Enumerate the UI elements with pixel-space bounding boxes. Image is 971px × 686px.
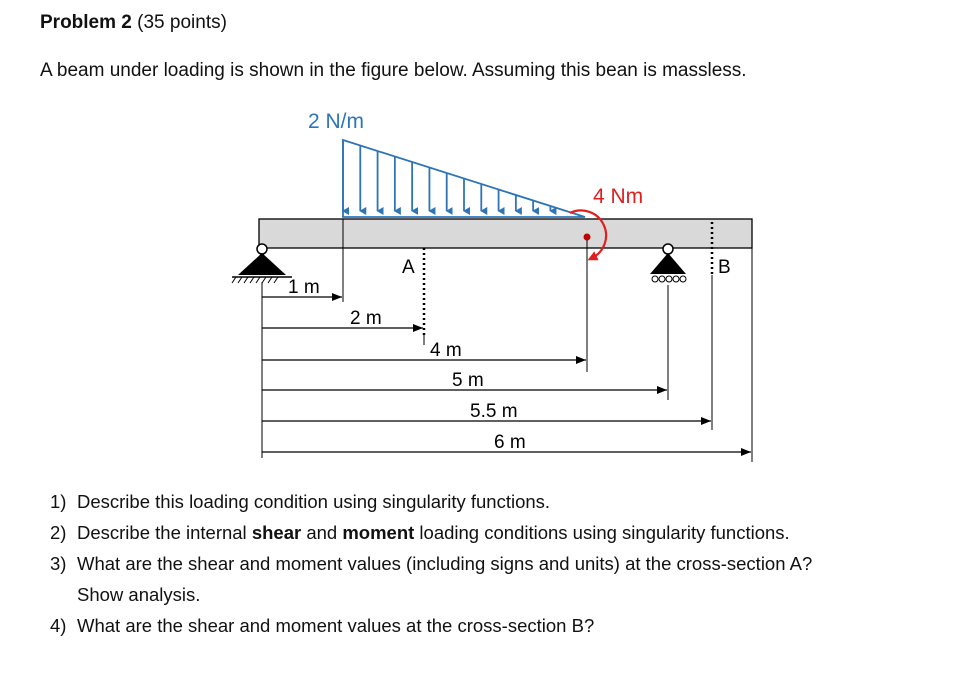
section-b-label: B: [718, 257, 731, 278]
question-number: 4): [50, 615, 67, 636]
problem-intro: A beam under loading is shown in the figure below. Assuming this bean is massless.: [40, 60, 747, 81]
dim-label-5-5m: 5.5 m: [470, 401, 518, 422]
question-text-part: Describe this loading condition using singularity functions.: [77, 491, 551, 512]
question-item: [50, 517, 812, 548]
question-item: [50, 548, 812, 579]
question-text-part: What are the shear and moment values at the cross-section B?: [77, 615, 595, 636]
question-list: [50, 486, 812, 641]
question-number: 1): [50, 491, 67, 512]
dim-label-2m: 2 m: [350, 308, 382, 329]
question-number: 3): [50, 553, 67, 574]
pin-support-icon: [232, 244, 292, 283]
question-emphasis: shear: [251, 522, 302, 543]
distributed-load-label: 2 N/m: [308, 110, 365, 133]
question-continuation: Show analysis.: [77, 584, 201, 605]
question-text-part: loading conditions using singularity functions.: [414, 522, 790, 543]
question-text: [77, 548, 812, 579]
problem-title: Problem 2: [40, 12, 132, 33]
beam: [259, 219, 752, 248]
dim-label-1m: 1 m: [288, 277, 320, 298]
dim-label-6m: 6 m: [494, 432, 526, 453]
question-number: 2): [50, 522, 67, 543]
question-text-part: What are the shear and moment values (including signs and units) at the cross-section A?: [77, 553, 813, 574]
roller-support-icon: [650, 244, 686, 282]
dimension-arrows: [262, 297, 751, 452]
dim-label-4m: 4 m: [430, 340, 462, 361]
moment-point: [584, 234, 591, 241]
question-text: [77, 486, 812, 517]
dim-label-5m: 5 m: [452, 370, 484, 391]
question-text: [77, 610, 812, 641]
question-item: [50, 610, 812, 641]
question-emphasis: moment: [342, 522, 415, 543]
question-text-part: Describe the internal: [77, 522, 252, 543]
question-text: [77, 517, 812, 548]
problem-points: (35 points): [137, 12, 227, 33]
question-item: [50, 486, 812, 517]
dimension-extension-lines: [262, 219, 752, 462]
question-text-part: and: [301, 522, 343, 543]
section-a-label: A: [402, 257, 415, 278]
moment-label: 4 Nm: [593, 185, 644, 208]
distributed-load: [343, 140, 585, 217]
